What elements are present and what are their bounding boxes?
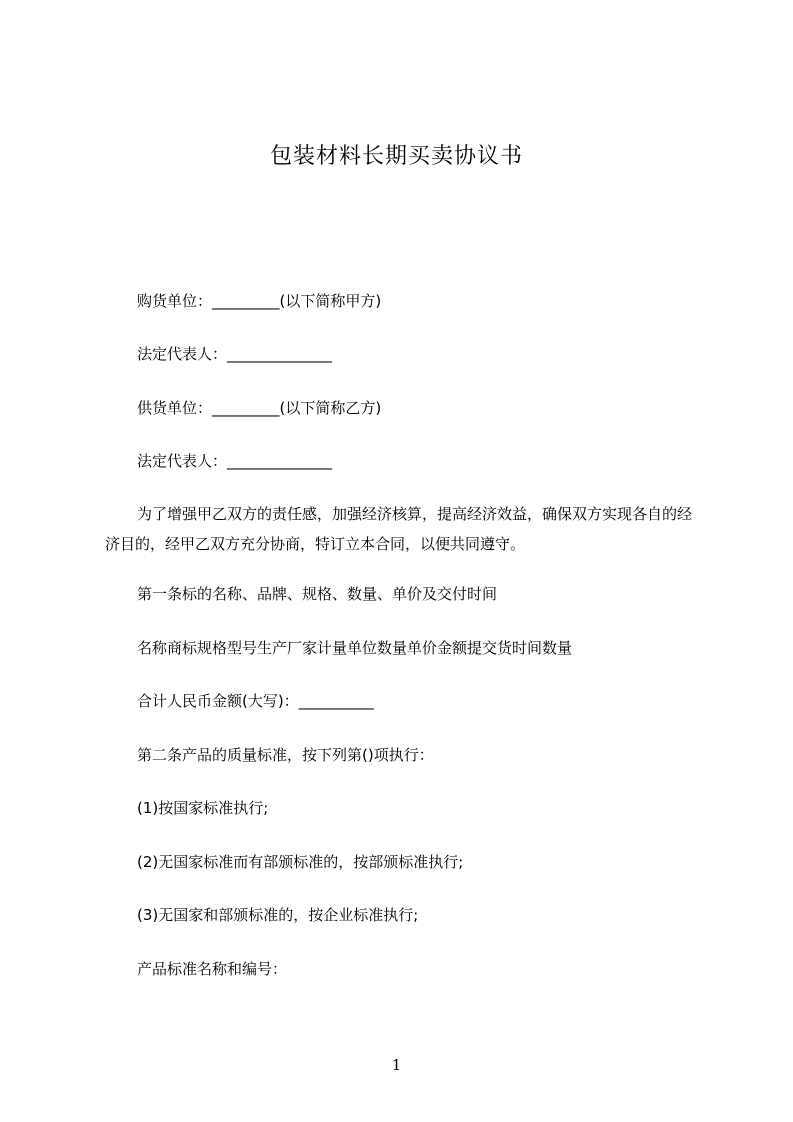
buyer-representative-line: 法定代表人：______________ [137,345,333,363]
seller-representative-line: 法定代表人：______________ [137,452,333,470]
page-number: 1 [391,1056,402,1074]
table-header-line: 名称商标规格型号生产厂家计量单位数量单价金额提交货时间数量 [137,639,573,657]
preamble-paragraph: 为了增强甲乙双方的责任感，加强经济核算，提高经济效益，确保双方实现各自的经济目的，经甲乙双方充分协商，特订立本合同，以便共同遵守。 [105,505,693,553]
buyer-line: 购货单位：_________(以下简称甲方) [137,292,382,310]
product-standard-line: 产品标准名称和编号： [137,960,288,978]
article-1-heading: 第一条标的名称、品牌、规格、数量、单价及交付时间 [137,585,498,603]
total-amount-line: 合计人民币金额(大写)：__________ [137,692,374,710]
standard-item-2: (2)无国家标准而有部颁标准的，按部颁标准执行; [137,853,464,871]
standard-item-3: (3)无国家和部颁标准的，按企业标准执行; [137,906,419,924]
seller-line: 供货单位：_________(以下简称乙方) [137,399,382,417]
document-title: 包装材料长期买卖协议书 [269,144,523,169]
article-2-heading: 第二条产品的质量标准，按下列第()项执行： [137,746,434,764]
standard-item-1: (1)按国家标准执行; [137,799,269,817]
